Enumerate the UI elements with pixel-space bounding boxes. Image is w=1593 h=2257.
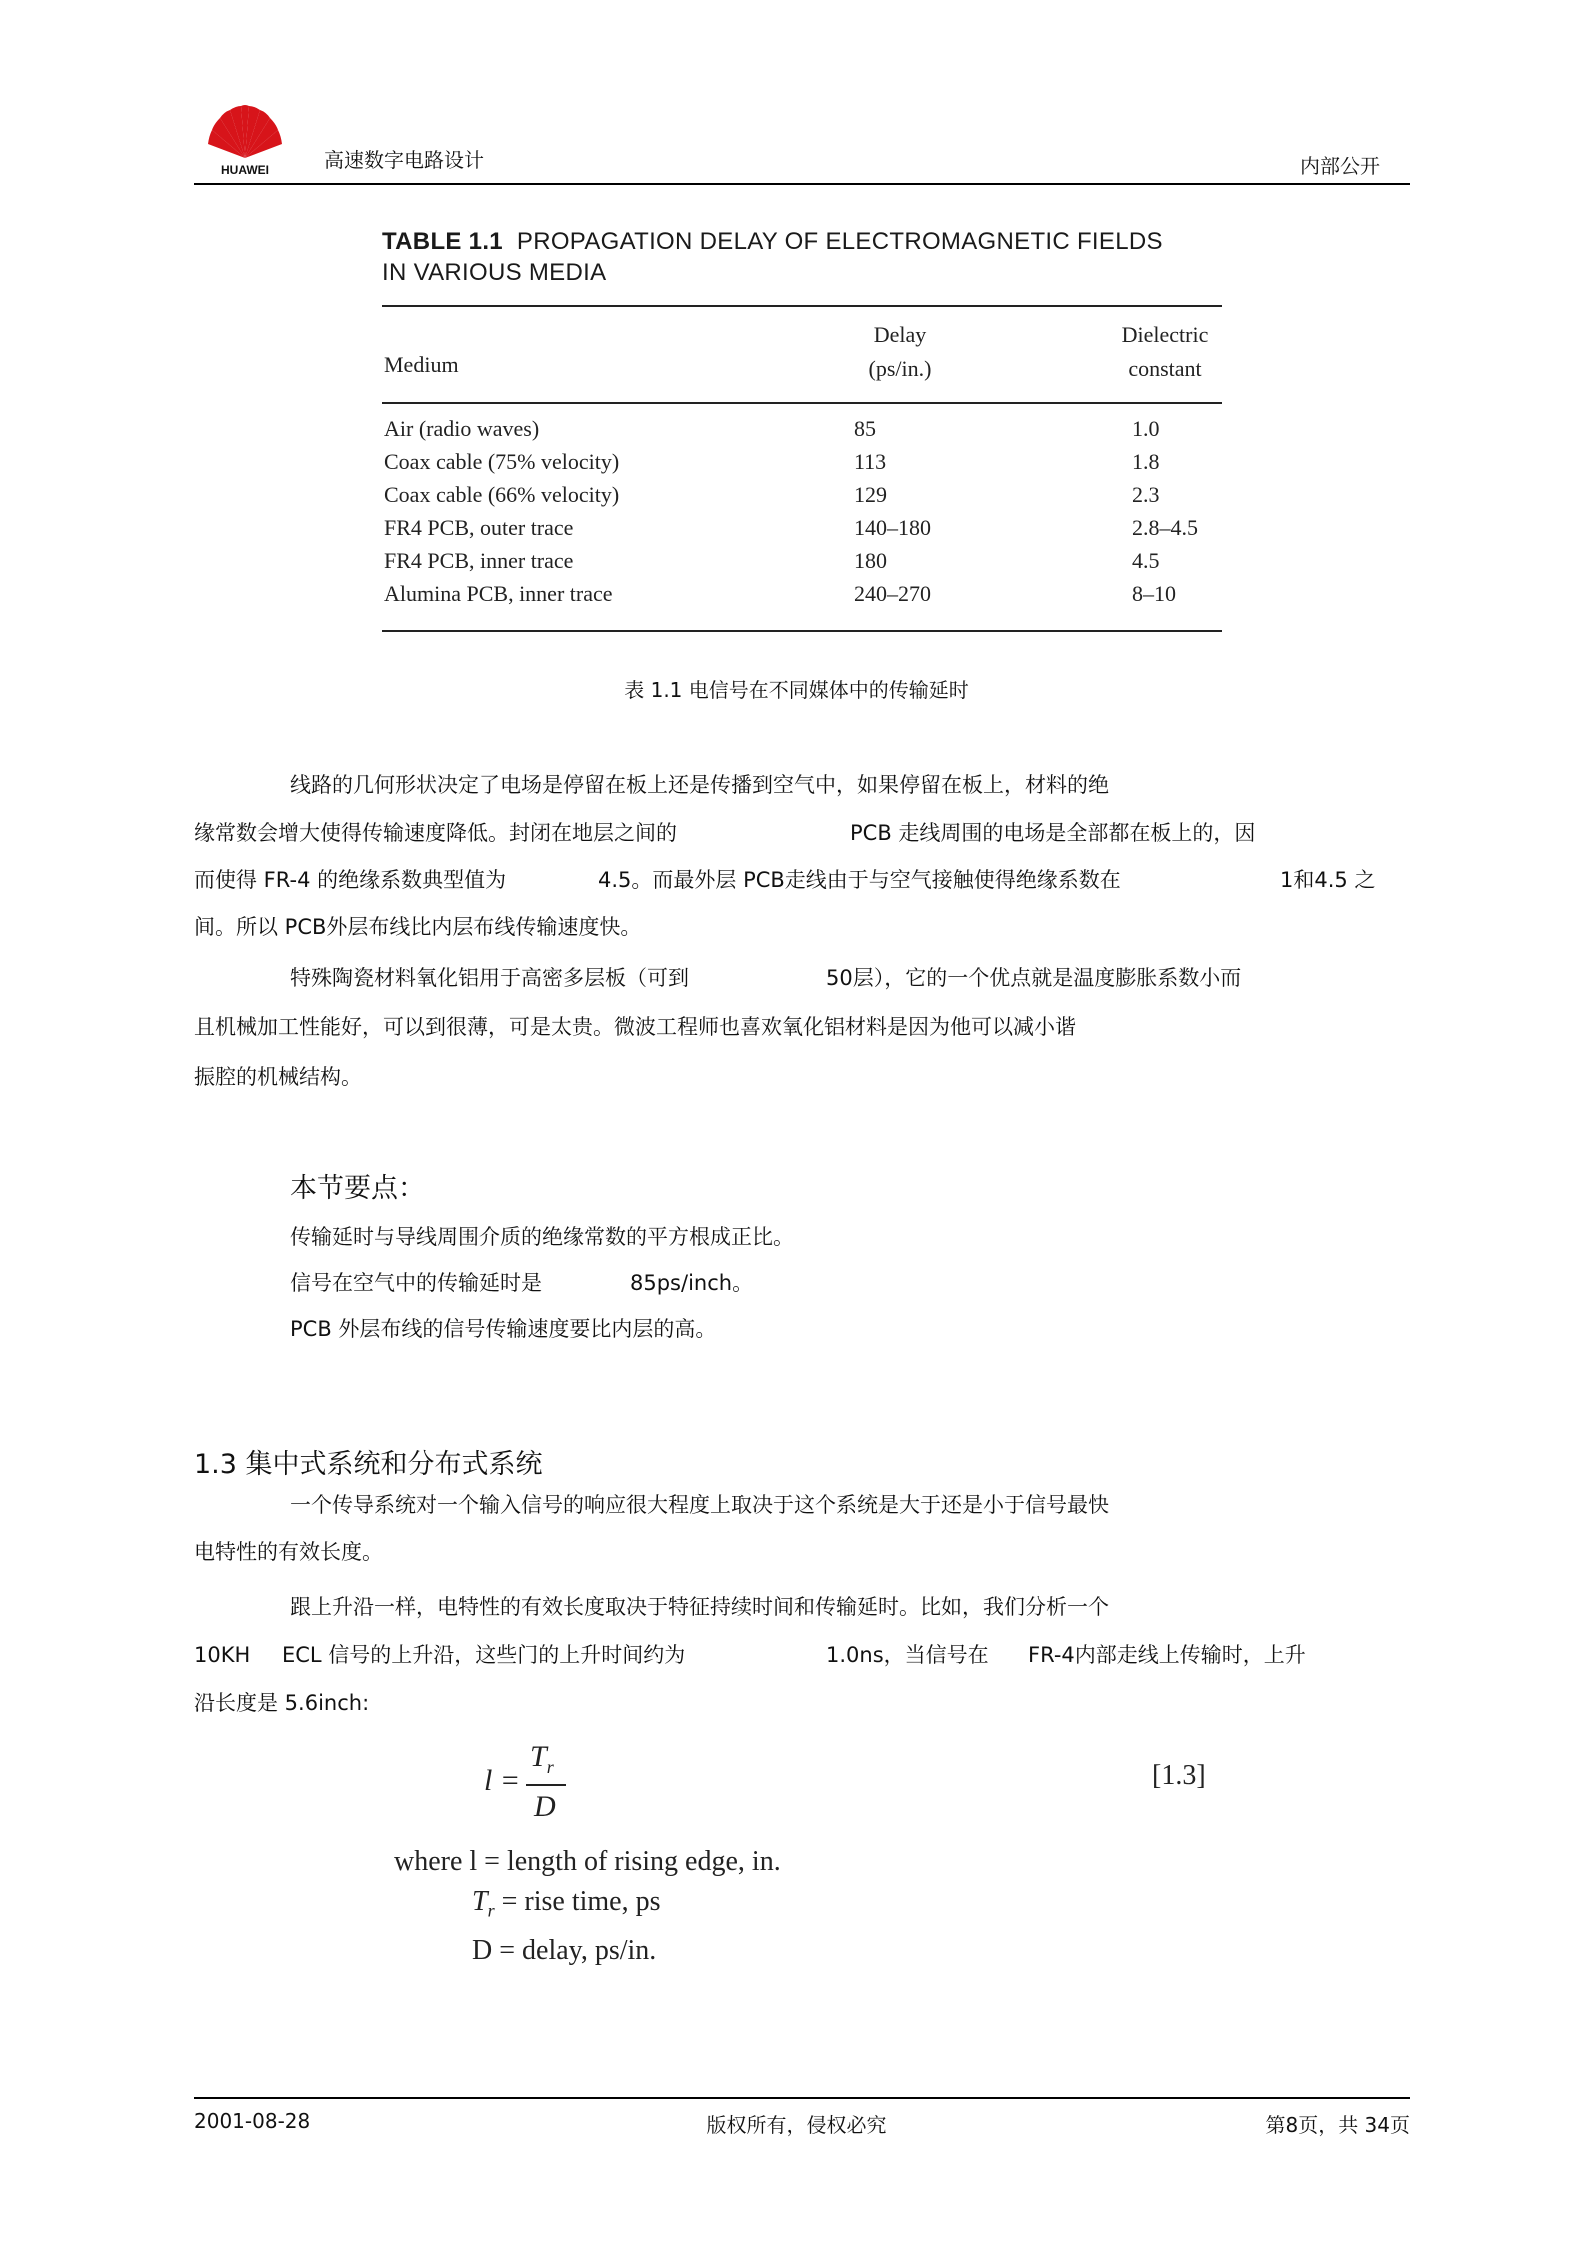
fraction-bar (526, 1784, 566, 1786)
definition-tr-symbol: T (472, 1886, 488, 1917)
paragraph-line: 电特性的有效长度。 (194, 1540, 383, 1564)
paragraph-line: 一个传导系统对一个输入信号的响应很大程度上取决于这个系统是大于还是小于信号最快 (290, 1493, 1109, 1517)
key-point: PCB 外层布线的信号传输速度要比内层的高。 (290, 1317, 717, 1341)
classification-label: 内部公开 (1300, 154, 1380, 178)
cell-medium: Alumina PCB, inner trace (384, 581, 613, 606)
table-row (384, 478, 1224, 511)
formula-numerator-sub: r (546, 1757, 554, 1777)
cell-medium: Coax cable (66% velocity) (384, 482, 620, 507)
column-header-dielectric-line1: Dielectric (1121, 322, 1209, 347)
table-header-rule (382, 402, 1222, 404)
table-row (384, 544, 1224, 577)
paragraph-line: 1和4.5 之 (1280, 868, 1376, 892)
table-row (384, 445, 1224, 478)
cell-medium: Air (radio waves) (384, 416, 540, 441)
table-row (384, 412, 1224, 445)
logo-wordmark: HUAWEI (221, 163, 269, 177)
formula-definitions (394, 1842, 781, 1971)
footer-divider (194, 2097, 1410, 2099)
column-header-dielectric (1100, 318, 1230, 386)
cell-delay: 140–180 (854, 515, 931, 540)
table-number: TABLE 1.1 (382, 228, 503, 255)
table-bottom-rule (382, 630, 1222, 632)
paragraph-line: 4.5。而最外层 PCB走线由于与空气接触使得绝缘系数在 (598, 868, 1121, 892)
rise-length-formula (484, 1740, 644, 1830)
cell-medium: Coax cable (75% velocity) (384, 449, 620, 474)
cell-dielectric: 1.0 (1132, 416, 1160, 441)
paragraph-line: 1.0ns，当信号在 (826, 1643, 989, 1667)
cell-delay: 180 (854, 548, 887, 573)
cell-delay: 85 (854, 416, 876, 441)
paragraph-line: 特殊陶瓷材料氧化铝用于高密多层板（可到 (290, 966, 689, 990)
column-header-dielectric-line2: constant (1128, 356, 1202, 381)
footer-date: 2001-08-28 (194, 2109, 311, 2133)
formula-denominator: D (534, 1790, 556, 1823)
cell-delay: 240–270 (854, 581, 931, 606)
key-point: 85ps/inch。 (630, 1271, 754, 1295)
cell-delay: 113 (854, 449, 887, 474)
paragraph-line: PCB 走线周围的电场是全部都在板上的，因 (850, 821, 1256, 845)
table-row (384, 577, 1224, 610)
paragraph-line: FR-4内部走线上传输时，上升 (1028, 1643, 1306, 1667)
definition-d: D = delay, ps/in. (472, 1934, 657, 1966)
equation-number: [1.3] (1152, 1760, 1206, 1791)
formula-numerator (530, 1740, 554, 1778)
cell-medium: FR4 PCB, inner trace (384, 548, 574, 573)
cell-dielectric: 8–10 (1132, 581, 1176, 606)
paragraph-line: 线路的几何形状决定了电场是停留在板上还是传播到空气中，如果停留在板上，材料的绝 (290, 773, 1109, 797)
table-title-line1: PROPAGATION DELAY OF ELECTROMAGNETIC FIELDS (516, 228, 1163, 255)
table-row (384, 511, 1224, 544)
table-caption: 表 1.1 电信号在不同媒体中的传输延时 (624, 678, 969, 702)
huawei-logo (200, 100, 290, 178)
cell-delay: 129 (854, 482, 887, 507)
paragraph-line: 而使得 FR-4 的绝缘系数典型值为 (194, 868, 507, 892)
formula-lhs: l = (484, 1764, 521, 1797)
key-point: 传输延时与导线周围介质的绝缘常数的平方根成正比。 (290, 1225, 794, 1249)
column-header-medium: Medium (384, 352, 459, 377)
table-title (382, 226, 1163, 288)
column-header-delay-line1: Delay (873, 322, 927, 347)
column-header-delay (840, 318, 960, 386)
column-header-delay-line2: (ps/in.) (868, 356, 932, 381)
cell-dielectric: 2.3 (1132, 482, 1160, 507)
table-body (384, 412, 1224, 610)
table-title-line2: IN VARIOUS MEDIA (382, 259, 607, 286)
key-point: 信号在空气中的传输延时是 (290, 1271, 542, 1295)
cell-dielectric: 2.8–4.5 (1132, 515, 1198, 540)
paragraph-line: ECL 信号的上升沿，这些门的上升时间约为 (282, 1643, 686, 1667)
definition-tr-sub: r (487, 1900, 495, 1921)
header-divider (194, 183, 1410, 185)
definition-tr (394, 1882, 781, 1931)
footer-page-number: 第8页，共 34页 (1265, 2113, 1410, 2137)
paragraph-line: 50层），它的一个优点就是温度膨胀系数小而 (826, 966, 1242, 990)
footer-copyright: 版权所有，侵权必究 (706, 2113, 887, 2137)
cell-dielectric: 4.5 (1132, 548, 1160, 573)
paragraph-line: 振腔的机械结构。 (194, 1065, 362, 1089)
cell-dielectric: 1.8 (1132, 449, 1160, 474)
paragraph-line: 间。所以 PCB外层布线比内层布线传输速度快。 (194, 915, 642, 939)
table-top-rule (382, 305, 1222, 307)
paragraph-line: 且机械加工性能好，可以到很薄，可是太贵。微波工程师也喜欢氧化铝材料是因为他可以减小谐 (194, 1015, 1076, 1039)
paragraph-line: 跟上升沿一样，电特性的有效长度取决于特征持续时间和传输延时。比如，我们分析一个 (290, 1595, 1109, 1619)
paragraph-line: 10KH (194, 1643, 251, 1667)
section-heading: 1.3 集中式系统和分布式系统 (194, 1449, 543, 1480)
key-points-title: 本节要点： (290, 1173, 425, 1204)
formula-numerator-symbol: T (530, 1740, 547, 1773)
paragraph-line: 缘常数会增大使得传输速度降低。封闭在地层之间的 (194, 821, 677, 845)
paragraph-line: 沿长度是 5.6inch: (194, 1691, 370, 1715)
document-title: 高速数字电路设计 (324, 148, 484, 172)
definition-l: where l = length of rising edge, in. (394, 1846, 781, 1877)
definition-tr-text: = rise time, ps (494, 1886, 661, 1917)
cell-medium: FR4 PCB, outer trace (384, 515, 574, 540)
